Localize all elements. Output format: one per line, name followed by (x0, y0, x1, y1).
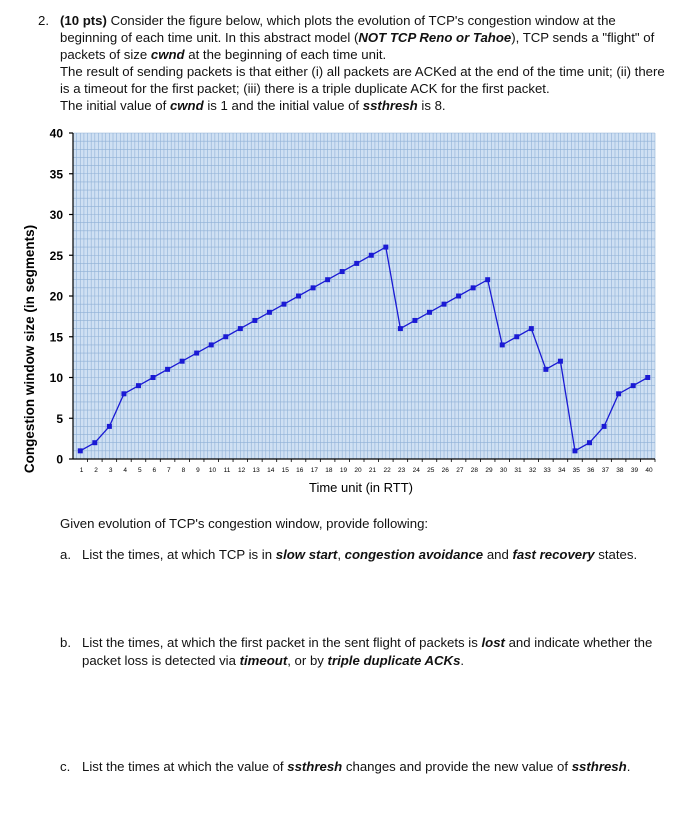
x-tick-label: 28 (470, 467, 479, 474)
x-tick-label: 27 (456, 467, 464, 474)
y-tick-label: 25 (49, 248, 63, 263)
text: is 1 and the initial value of (203, 98, 363, 113)
data-point (500, 342, 505, 347)
text: Consider the figure below, which plots the evolution of TCP's congestion window at the beginning of each time unit. In this abstract model ( (60, 13, 616, 45)
x-tick-label: 14 (267, 467, 275, 474)
data-point (369, 253, 374, 258)
y-tick-label: 35 (49, 167, 63, 182)
x-tick-label: 33 (543, 467, 551, 474)
data-point (281, 302, 286, 307)
x-tick-label: 26 (441, 467, 449, 474)
question-c (60, 758, 670, 776)
data-point (165, 367, 170, 372)
data-point (107, 424, 112, 429)
x-tick-label: 9 (196, 467, 200, 474)
data-point (558, 359, 563, 364)
x-tick-label: 34 (558, 467, 566, 474)
y-axis-label: Congestion window size (in segments) (22, 224, 37, 474)
data-point (514, 334, 519, 339)
x-tick-label: 5 (137, 467, 142, 474)
data-point (252, 318, 257, 323)
x-tick-label: 10 (208, 467, 217, 474)
grid-lines (73, 133, 655, 459)
x-tick-label: 31 (514, 467, 522, 474)
x-tick-label: 25 (427, 467, 435, 474)
x-tick-label: 17 (310, 467, 318, 474)
question-c-label: c. (60, 759, 71, 774)
congestion-window-chart (0, 125, 695, 500)
y-tick-label: 40 (49, 126, 63, 141)
data-point (616, 391, 621, 396)
x-tick-label: 29 (485, 467, 493, 474)
data-point (92, 440, 97, 445)
term: slow start (275, 547, 338, 562)
data-point (456, 294, 461, 299)
x-tick-label: 1 (79, 467, 84, 474)
x-tick-label: 32 (528, 467, 537, 474)
emphasis-not: NOT TCP Reno or Tahoe (358, 30, 512, 45)
data-point (412, 318, 417, 323)
problem-text (60, 12, 666, 114)
y-tick-labels (50, 127, 73, 467)
data-point (180, 359, 185, 364)
text: The initial value of (60, 98, 170, 113)
data-point (238, 326, 243, 331)
text: List the times at which the value of (82, 759, 288, 774)
text: ), TCP sends a "flight" of packets of size (60, 30, 655, 62)
x-tick-label: 36 (587, 467, 595, 474)
y-tick-label: 20 (49, 289, 63, 304)
term: lost (481, 635, 505, 650)
data-point (267, 310, 272, 315)
term: congestion avoidance (344, 547, 484, 562)
text: List the times, at which TCP is in (82, 547, 276, 562)
data-point (442, 302, 447, 307)
text: , (337, 547, 345, 562)
text: changes and provide the new value of (342, 759, 572, 774)
term: triple duplicate ACKs (327, 653, 461, 668)
x-tick-label: 38 (616, 467, 624, 474)
x-tick-label: 24 (412, 467, 420, 474)
text: is 8. (417, 98, 446, 113)
data-point (151, 375, 156, 380)
data-point (587, 440, 592, 445)
x-tick-label: 11 (223, 467, 231, 474)
text: and indicate whether the packet loss is detected via (82, 635, 653, 668)
x-tick-label: 2 (94, 467, 98, 474)
data-point (645, 375, 650, 380)
x-tick-label: 13 (252, 467, 260, 474)
question-b (60, 634, 670, 670)
x-tick-label: 12 (237, 467, 246, 474)
text: , or by (287, 653, 328, 668)
question-a-text (82, 546, 670, 564)
term: fast recovery (512, 547, 595, 562)
x-tick-label: 20 (354, 467, 362, 474)
text: at the beginning of each time unit. (184, 47, 387, 62)
y-tick-label: 0 (56, 452, 63, 467)
data-point (223, 334, 228, 339)
data-point (296, 294, 301, 299)
text: . (460, 653, 465, 668)
x-tick-label: 6 (152, 467, 157, 474)
x-tick-label: 4 (123, 467, 128, 474)
text: . (626, 759, 631, 774)
term: ssthresh (571, 759, 627, 774)
x-tick-label: 3 (108, 467, 113, 474)
x-tick-label: 22 (383, 467, 391, 474)
data-point (325, 277, 330, 282)
x-tick-label: 40 (645, 467, 653, 474)
x-tick-label: 39 (630, 467, 639, 474)
x-tick-label: 7 (167, 467, 171, 474)
data-point (543, 367, 548, 372)
data-point (121, 391, 126, 396)
text: List the times, at which the first packet in the sent flight of packets is (82, 635, 482, 650)
term: ssthresh (287, 759, 343, 774)
data-point (602, 424, 607, 429)
x-tick-label: 15 (281, 467, 289, 474)
x-tick-label: 8 (181, 467, 186, 474)
data-point (194, 351, 199, 356)
data-point (78, 448, 83, 453)
x-tick-labels (80, 459, 655, 474)
data-point (631, 383, 636, 388)
term-ssthresh: ssthresh (362, 98, 418, 113)
question-c-text (82, 758, 670, 776)
problem-paragraph-1 (60, 12, 666, 63)
x-tick-label: 21 (368, 467, 377, 474)
data-point (340, 269, 345, 274)
data-point (398, 326, 403, 331)
x-tick-label: 23 (398, 467, 406, 474)
question-b-label: b. (60, 635, 71, 650)
data-point (427, 310, 432, 315)
x-tick-label: 35 (572, 467, 580, 474)
term: timeout (239, 653, 288, 668)
term-cwnd: cwnd (169, 98, 204, 113)
x-tick-label: 16 (296, 467, 304, 474)
question-a (60, 546, 670, 564)
data-point (529, 326, 534, 331)
problem-statement (38, 12, 666, 114)
x-tick-label: 19 (339, 467, 348, 474)
x-tick-label: 37 (601, 467, 609, 474)
question-b-text (82, 634, 670, 670)
y-tick-label: 15 (49, 330, 63, 345)
data-point (471, 285, 476, 290)
text: states. (594, 547, 638, 562)
data-point (354, 261, 359, 266)
question-a-label: a. (60, 547, 71, 562)
y-tick-label: 30 (49, 208, 63, 222)
x-axis-label: Time unit (in RTT) (308, 480, 414, 495)
data-point (209, 342, 214, 347)
data-point (136, 383, 141, 388)
points: (10 pts) (60, 13, 107, 28)
problem-paragraph-3 (60, 97, 666, 114)
x-tick-label: 30 (499, 467, 508, 474)
data-point (383, 245, 388, 250)
questions-intro: Given evolution of TCP's congestion window, provide following: (60, 516, 429, 531)
problem-number: 2. (38, 13, 49, 28)
y-tick-label: 5 (56, 411, 63, 426)
term-cwnd: cwnd (150, 47, 185, 62)
y-tick-label: 10 (49, 371, 63, 385)
data-point (311, 285, 316, 290)
text: and (483, 547, 513, 562)
data-point (485, 277, 490, 282)
data-point (572, 448, 577, 453)
x-tick-label: 18 (325, 467, 333, 474)
problem-paragraph-2: The result of sending packets is that either (i) all packets are ACKed at the end of the time unit; (ii) there is a timeout for the first packet; (iii) there is a triple duplicate ACK for the first packet. (60, 64, 665, 96)
